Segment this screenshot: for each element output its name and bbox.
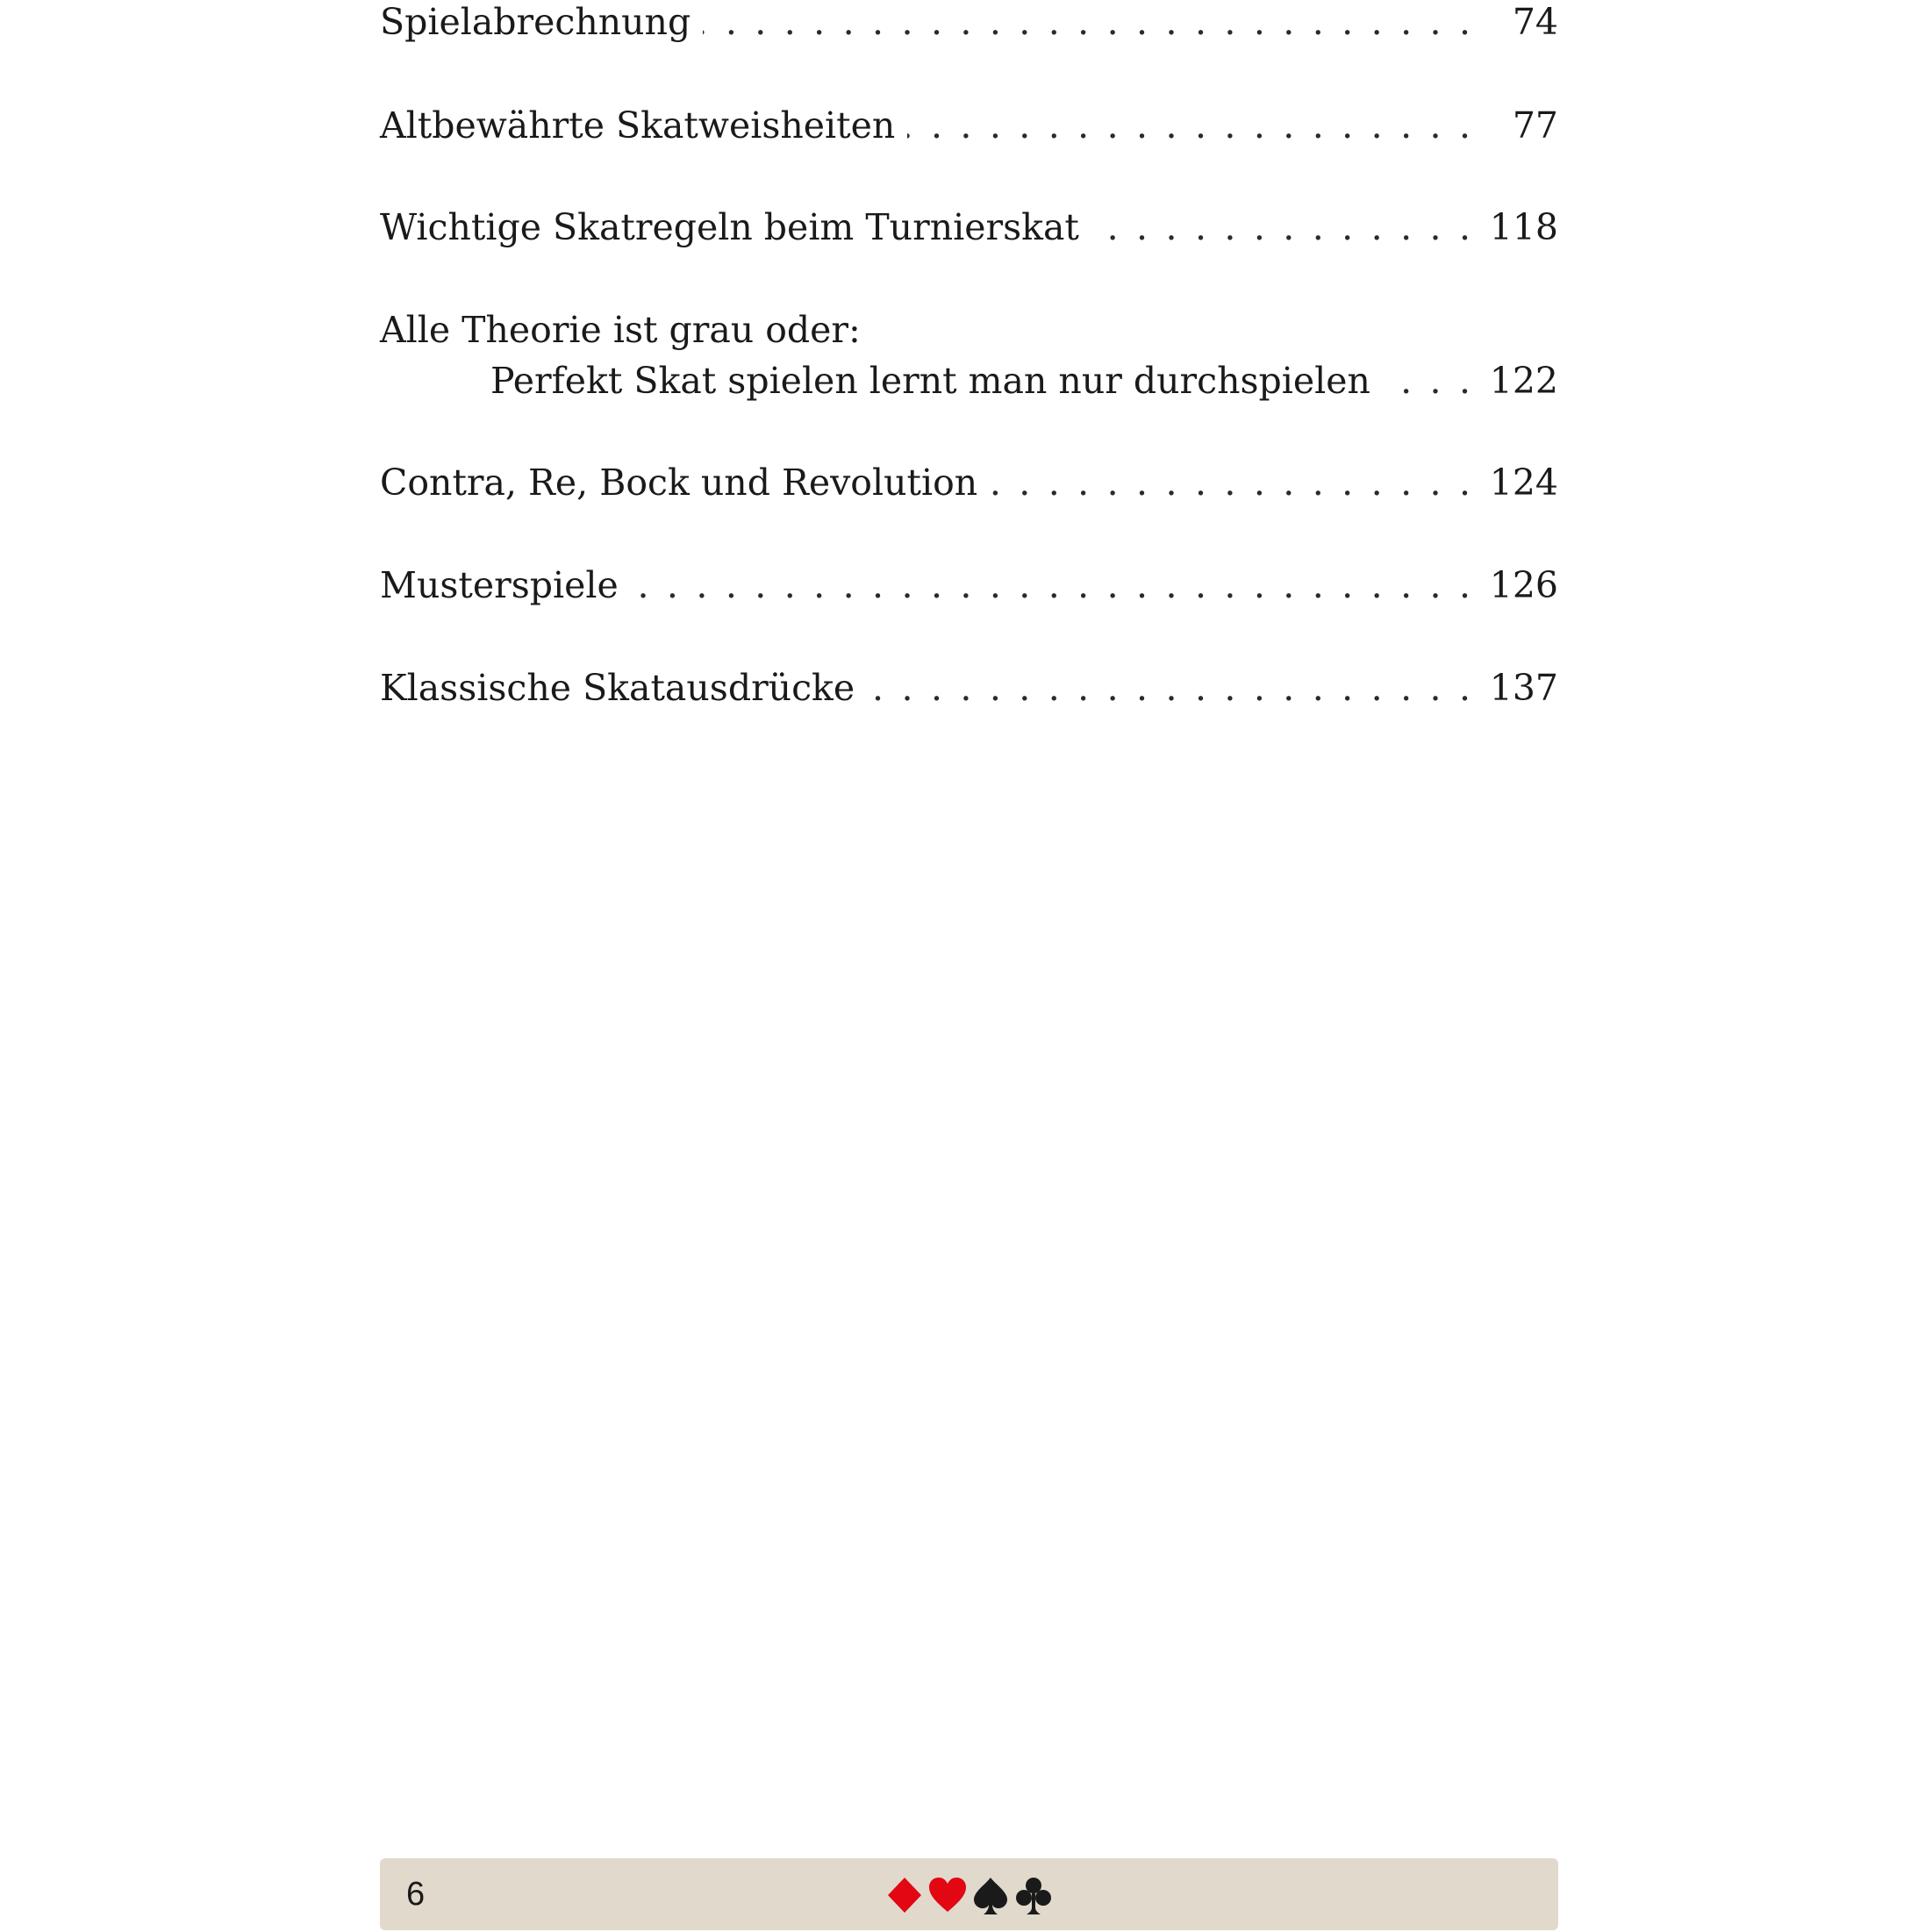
club-icon bbox=[1013, 1876, 1054, 1916]
toc-entry-page: 126 bbox=[1489, 564, 1558, 606]
toc-entry[interactable] bbox=[380, 0, 1558, 47]
card-suits bbox=[885, 1876, 1054, 1914]
toc-entry[interactable] bbox=[380, 560, 1558, 611]
toc-entry-title: Klassische Skatausdrücke bbox=[380, 667, 855, 709]
toc-entry[interactable] bbox=[380, 457, 1558, 508]
toc-entry-page: 122 bbox=[1489, 360, 1558, 402]
toc-entry-title: Musterspiele bbox=[380, 564, 619, 606]
toc-entry-title-line2: Perfekt Skat spielen lernt man nur durchspielen bbox=[490, 360, 1370, 402]
toc-entry-page: 77 bbox=[1512, 104, 1558, 147]
diamond-icon bbox=[885, 1876, 924, 1914]
spade-icon bbox=[971, 1876, 1010, 1916]
dot-leader bbox=[907, 100, 1470, 151]
toc-entry-title: Wichtige Skatregeln beim Turnierskat bbox=[380, 206, 1079, 248]
dot-leader bbox=[1383, 355, 1470, 406]
dot-leader bbox=[990, 457, 1470, 508]
toc-entry-page: 124 bbox=[1489, 462, 1558, 504]
toc-entry-title: Spielabrechnung bbox=[380, 1, 691, 43]
toc-entry[interactable] bbox=[380, 304, 1558, 406]
toc-entry-page: 74 bbox=[1512, 1, 1558, 43]
dot-leader bbox=[867, 662, 1470, 713]
page-footer bbox=[380, 1858, 1558, 1930]
heart-icon bbox=[927, 1876, 968, 1914]
toc-entry[interactable] bbox=[380, 662, 1558, 713]
toc-entry-title-line1: Alle Theorie ist grau oder: bbox=[380, 309, 861, 351]
page-number: 6 bbox=[406, 1876, 426, 1913]
toc-entry-title: Altbewährte Skatweisheiten bbox=[380, 104, 896, 147]
toc-entry-page: 137 bbox=[1489, 667, 1558, 709]
dot-leader bbox=[631, 560, 1470, 611]
dot-leader bbox=[703, 0, 1470, 47]
toc-entry[interactable] bbox=[380, 202, 1558, 253]
dot-leader bbox=[1091, 202, 1470, 253]
toc-entry-page: 118 bbox=[1489, 206, 1558, 248]
toc-entry-title: Contra, Re, Bock und Revolution bbox=[380, 462, 978, 504]
toc-entry[interactable] bbox=[380, 100, 1558, 151]
